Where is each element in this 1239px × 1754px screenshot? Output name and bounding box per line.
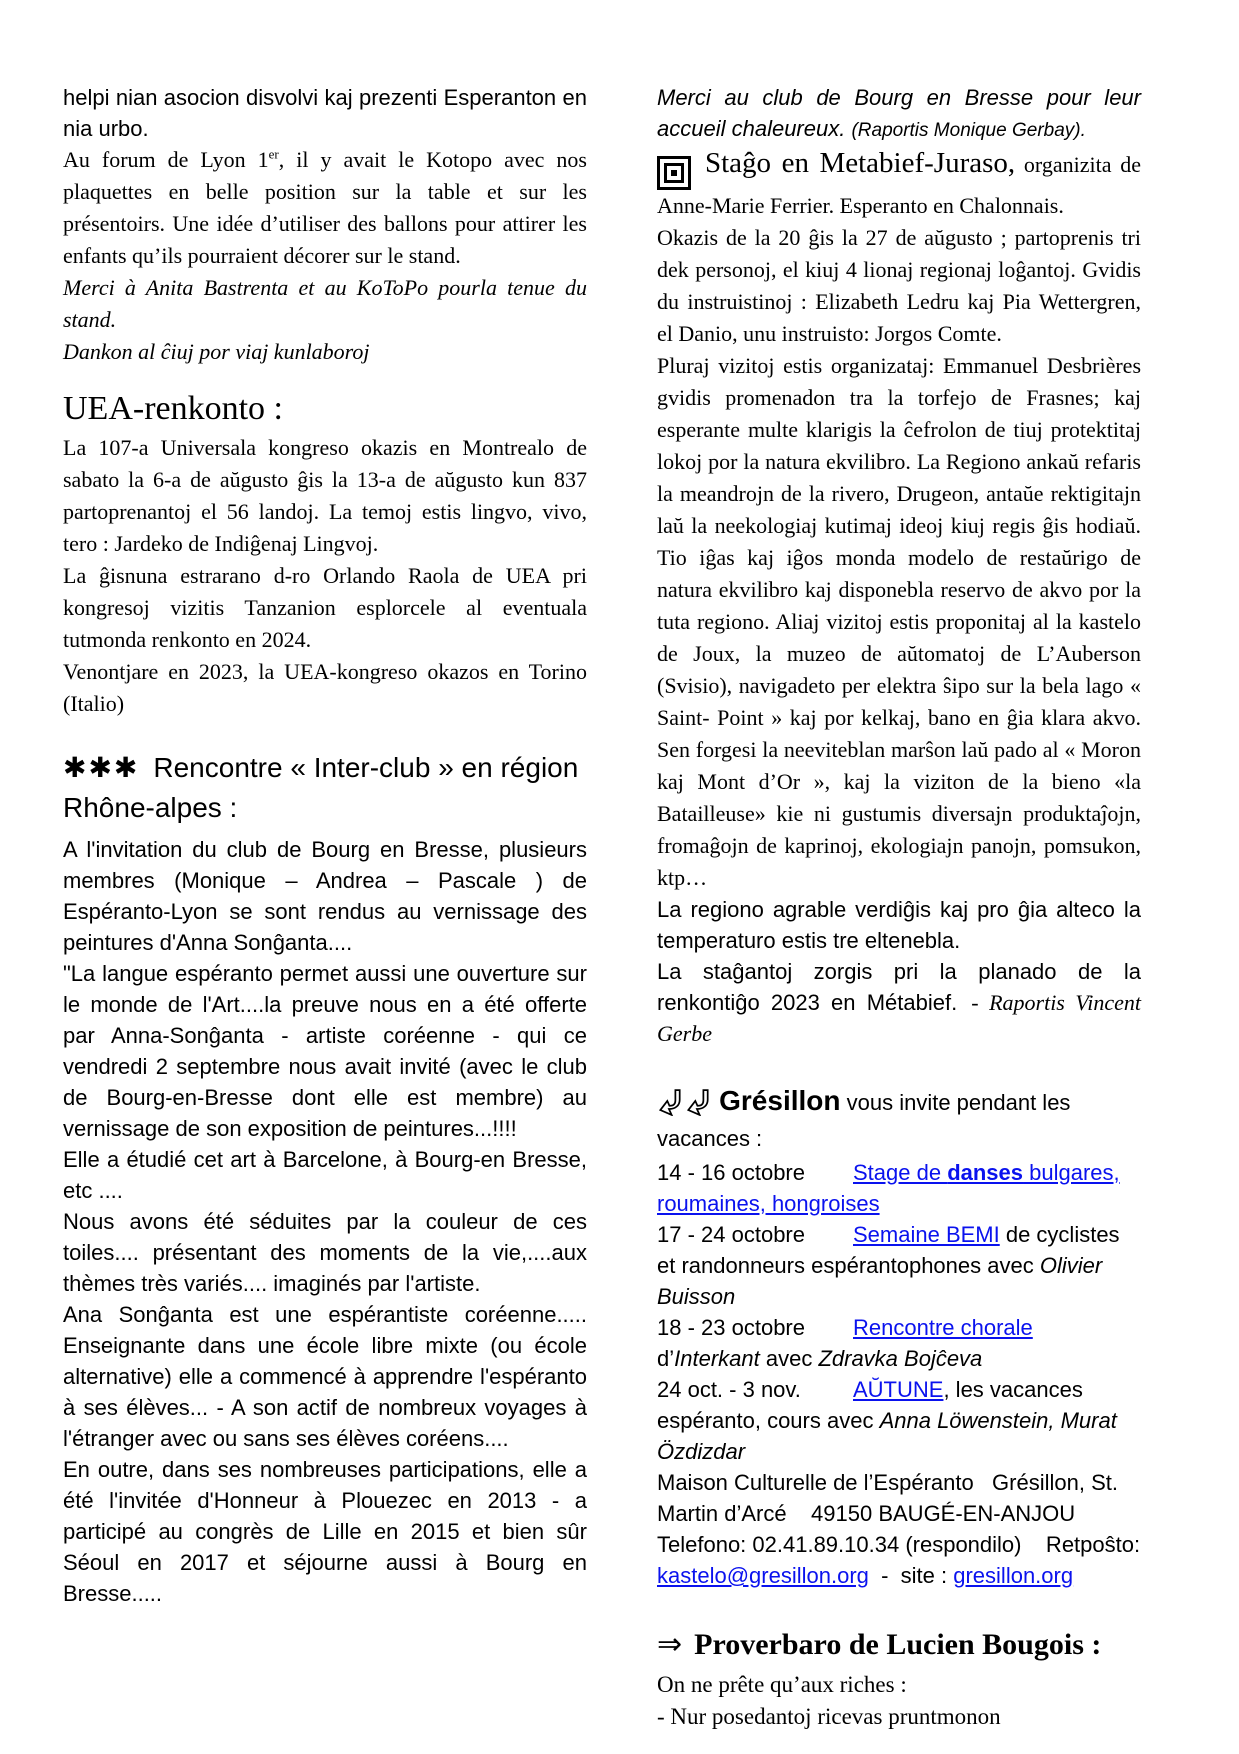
double-arrow-icon: ⇒: [657, 1628, 683, 1661]
paragraph-ana-songanta: Ana Sonĝanta est une espérantiste coréenne..... Enseignante dans une école libre mixte (ou école alternative) elle a commencé à apprendre l'espéranto à ses élèves... - A son actif de nombreux voyages à l'étranger avec ou sans ses élèves coréens....: [63, 1302, 587, 1451]
text-run: vous invite pendant les vacances :: [657, 1090, 1071, 1151]
paragraph-intro: helpi nian asocion disvolvi kaj prezenti Esperanton en nia urbo.: [63, 85, 587, 141]
person-name: Anna Löwenstein, Murat Özdizdar: [657, 1408, 1117, 1464]
text-run: Au forum de Lyon 1: [63, 147, 269, 172]
autune-link[interactable]: AŬTUNE: [853, 1377, 944, 1402]
gresillon-address: Maison Culturelle de l’Espéranto Grésillon, St. Martin d’Arcé 49150 BAUGÉ-EN-ANJOU: [657, 1470, 1125, 1526]
paragraph-regiono: La regiono agrable verdiĝis kaj pro ĝia alteco la temperaturo estis tre eltenebla.: [657, 897, 1141, 953]
paragraph-invitation: A l'invitation du club de Bourg en Bresse, plusieurs membres (Monique – Andrea – Pascale ) de Espéranto-Lyon se sont rendus au vernissage des peintures d'Anna Sonĝanta....: [63, 837, 587, 955]
event-date: 14 - 16 octobre: [657, 1160, 805, 1185]
paragraph-kongreso: La 107-a Universala kongreso okazis en Montrealo de sabato la 6-a de aŭgusto ĝis la 13-a de aŭgusto kun 837 partoprenantoj el 56 landoj. La temoj estis lingvo, vivo, tero : Jardeko de Indiĝenaj Lingvoj.: [63, 435, 587, 556]
event-date: 18 - 23 octobre: [657, 1315, 805, 1340]
paragraph-stage-metabief: [657, 146, 1141, 222]
event-line: [657, 1374, 1141, 1467]
link-text-bold: danses: [947, 1160, 1024, 1185]
paragraph-forum-lyon: [63, 144, 587, 272]
event-date: 17 - 24 octobre: [657, 1222, 805, 1247]
heading-text: Proverbaro de Lucien Bougois :: [694, 1628, 1102, 1661]
paragraph-estrarano: La ĝisnuna estrarano d-ro Orlando Raola de UEA pri kongresoj vizitis Tanzanion esplorcele al eventuala tutmonda renkonto en 2024.: [63, 563, 587, 652]
semaine-bemi-link[interactable]: Semaine BEMI: [853, 1222, 1000, 1247]
heading-text: Rencontre « Inter-club » en région Rhône-alpes :: [63, 752, 579, 823]
email-link[interactable]: kastelo@gresillon.org: [657, 1563, 869, 1588]
ribbon-arrow-icon: [657, 1088, 683, 1116]
gresillon-contact: [657, 1529, 1147, 1591]
person-name: Olivier Buisson: [657, 1253, 1103, 1309]
gresillon-title: Grésillon: [719, 1085, 841, 1116]
paragraph-vizitoj: Pluraj vizitoj estis organizataj: Emmanuel Desbrières gvidis promenadon tra la torfejo de Frasnes; kaj esperante multe klarigis la ĉefrolon de tiuj protektitaj lokoj por la natura ekvilibro. La Regiono ankaŭ refaris la meandrojn de la rivero, Drugeon, antaŭe rektigitajn laŭ la neekologiaj kutimaj ideoj kiuj regis ĝis hodiaŭ. Tio iĝas kaj iĝos monda modelo de restaŭrigo de natura ekvilibro kaj disponebla reservo de akvo por la tuta regiono. Aliaj vizitoj estis proponitaj al la kastelo de Joux, la muzeo de aŭtomatoj de L’Auberson (Svisio), navigadeto per elektra ŝipo sur la bela lago « Saint- Point » kaj por kelkaj, bano en ĝia klara akvo. Sen forgesi la neeviteblan marŝon laŭ pado al « Moron kaj Mont d’Or », kaj la viziton de la bieno «la Batailleuse» kie ni gustumis diversajn produktaĵojn, fromaĝojn de kaprinoj, ekologiajn panojn, pomsukon, ktp…: [657, 353, 1141, 890]
link-text: bulgares, roumaines, hongroises: [657, 1160, 1120, 1216]
paragraph-dankon: Dankon al ĉiuj por viaj kunlaboroj: [63, 339, 370, 364]
text-run: de cyclistes et randonneurs espérantophones avec: [657, 1222, 1120, 1278]
heading-proverbaro: [657, 1625, 1141, 1665]
text-run: Merci au club de Bourg en Bresse pour leur accueil chaleureux.: [657, 85, 1141, 141]
rencontre-chorale-link[interactable]: Rencontre chorale: [853, 1315, 1033, 1340]
event-date: 24 oct. - 3 nov.: [657, 1377, 801, 1402]
gresillon-heading: [657, 1083, 1141, 1157]
paragraph-merci-bourg: [657, 82, 1141, 146]
event-line: [657, 1312, 1141, 1374]
right-column: [657, 82, 1147, 1733]
ribbon-arrow-icon: [685, 1088, 711, 1116]
person-name: Zdravka Bojĉeva: [818, 1346, 983, 1371]
nested-square-icon: [657, 156, 691, 190]
paragraph-langue-esperanto: "La langue espéranto permet aussi une ouverture sur le monde de l'Art....la preuve nous en a été offerte par Anna-Sonĝanta - artiste coréenne - qui ce vendredi 2 septembre nous avait invité (avec le club de Bourg-en-Bresse dont elle est membre) au vernissage de son exposition de peintures...!!!!: [63, 961, 587, 1141]
raportis-note: (Raportis Monique Gerbay).: [851, 120, 1086, 141]
text-run: avec: [759, 1346, 819, 1371]
text-run: d’: [657, 1346, 675, 1371]
paragraph-participations: En outre, dans ses nombreuses participations, elle a été l'invitée d'Honneur à Plouezec en 2013 - a participé au congrès de Lille en 2015 et bien sûr Séoul en 2017 et séjourne aussi à Bourg en Bresse.....: [63, 1457, 587, 1606]
text-run: La staĝantoj zorgis pri la planado de la renkontiĝo 2023 en Métabief.: [657, 959, 1141, 1015]
text-run: - site :: [868, 1563, 954, 1588]
event-line: [657, 1219, 1141, 1312]
stage-title: Staĝo en Metabief-Juraso,: [705, 147, 1016, 179]
phone-text: Telefono: 02.41.89.10.34 (respondilo) Retpoŝto:: [657, 1532, 1147, 1557]
heading-uea-renkonto: UEA-renkonto :: [63, 390, 284, 427]
proverb-french: On ne prête qu’aux riches :: [657, 1672, 907, 1697]
event-line: [657, 1157, 1141, 1219]
text-run: , il y avait le Kotopo avec nos plaquettes en belle position sur la table et sur les présentoirs. Une idée d’utiliser des ballons pour attirer les enfants qu’ils pourraient décorer sur le stand.: [63, 147, 587, 268]
website-link[interactable]: gresillon.org: [953, 1563, 1074, 1588]
paragraph-okazis: Okazis de la 20 ĝis la 27 de aŭgusto ; partoprenis tri dek personoj, el kiuj 4 lionaj regionaj loĝantoj. Gvidis du instruistinoj : Elizabeth Ledru kaj Pia Wettergren, el Danio, unu instruisto: Jorgos Comte.: [657, 225, 1141, 346]
paragraph-merci-anita: Merci à Anita Bastrenta et au KoToPo pourla tenue du stand.: [63, 275, 587, 332]
left-column: [63, 82, 587, 1609]
text-run: , les vacances espéranto, cours avec: [657, 1377, 1083, 1433]
raportis-vincent: - Raportis Vincent Gerbe: [657, 990, 1141, 1046]
text-run: organizita de Anne-Marie Ferrier. Esperanto en Chalonnais.: [657, 152, 1141, 218]
triple-asterisk-icon: ✱✱✱: [63, 752, 140, 783]
paragraph-stagantoj: [657, 956, 1141, 1049]
proverb-esperanto: - Nur posedantoj ricevas pruntmonon: [657, 1704, 1001, 1729]
heading-rencontre-interclub: [63, 748, 587, 828]
group-name: Interkant: [674, 1346, 760, 1371]
link-text: Stage de: [853, 1160, 948, 1185]
paragraph-toiles: Nous avons été séduites par la couleur de ces toiles.... présentant des moments de la vie,....aux thèmes très variés.... imaginés par l'artiste.: [63, 1209, 587, 1296]
paragraph-venontjare: Venontjare en 2023, la UEA-kongreso okazos en Torino (Italio): [63, 659, 587, 716]
paragraph-barcelone: Elle a étudié cet art à Barcelone, à Bourg-en Bresse, etc ....: [63, 1147, 587, 1203]
superscript-er: er: [268, 146, 279, 162]
